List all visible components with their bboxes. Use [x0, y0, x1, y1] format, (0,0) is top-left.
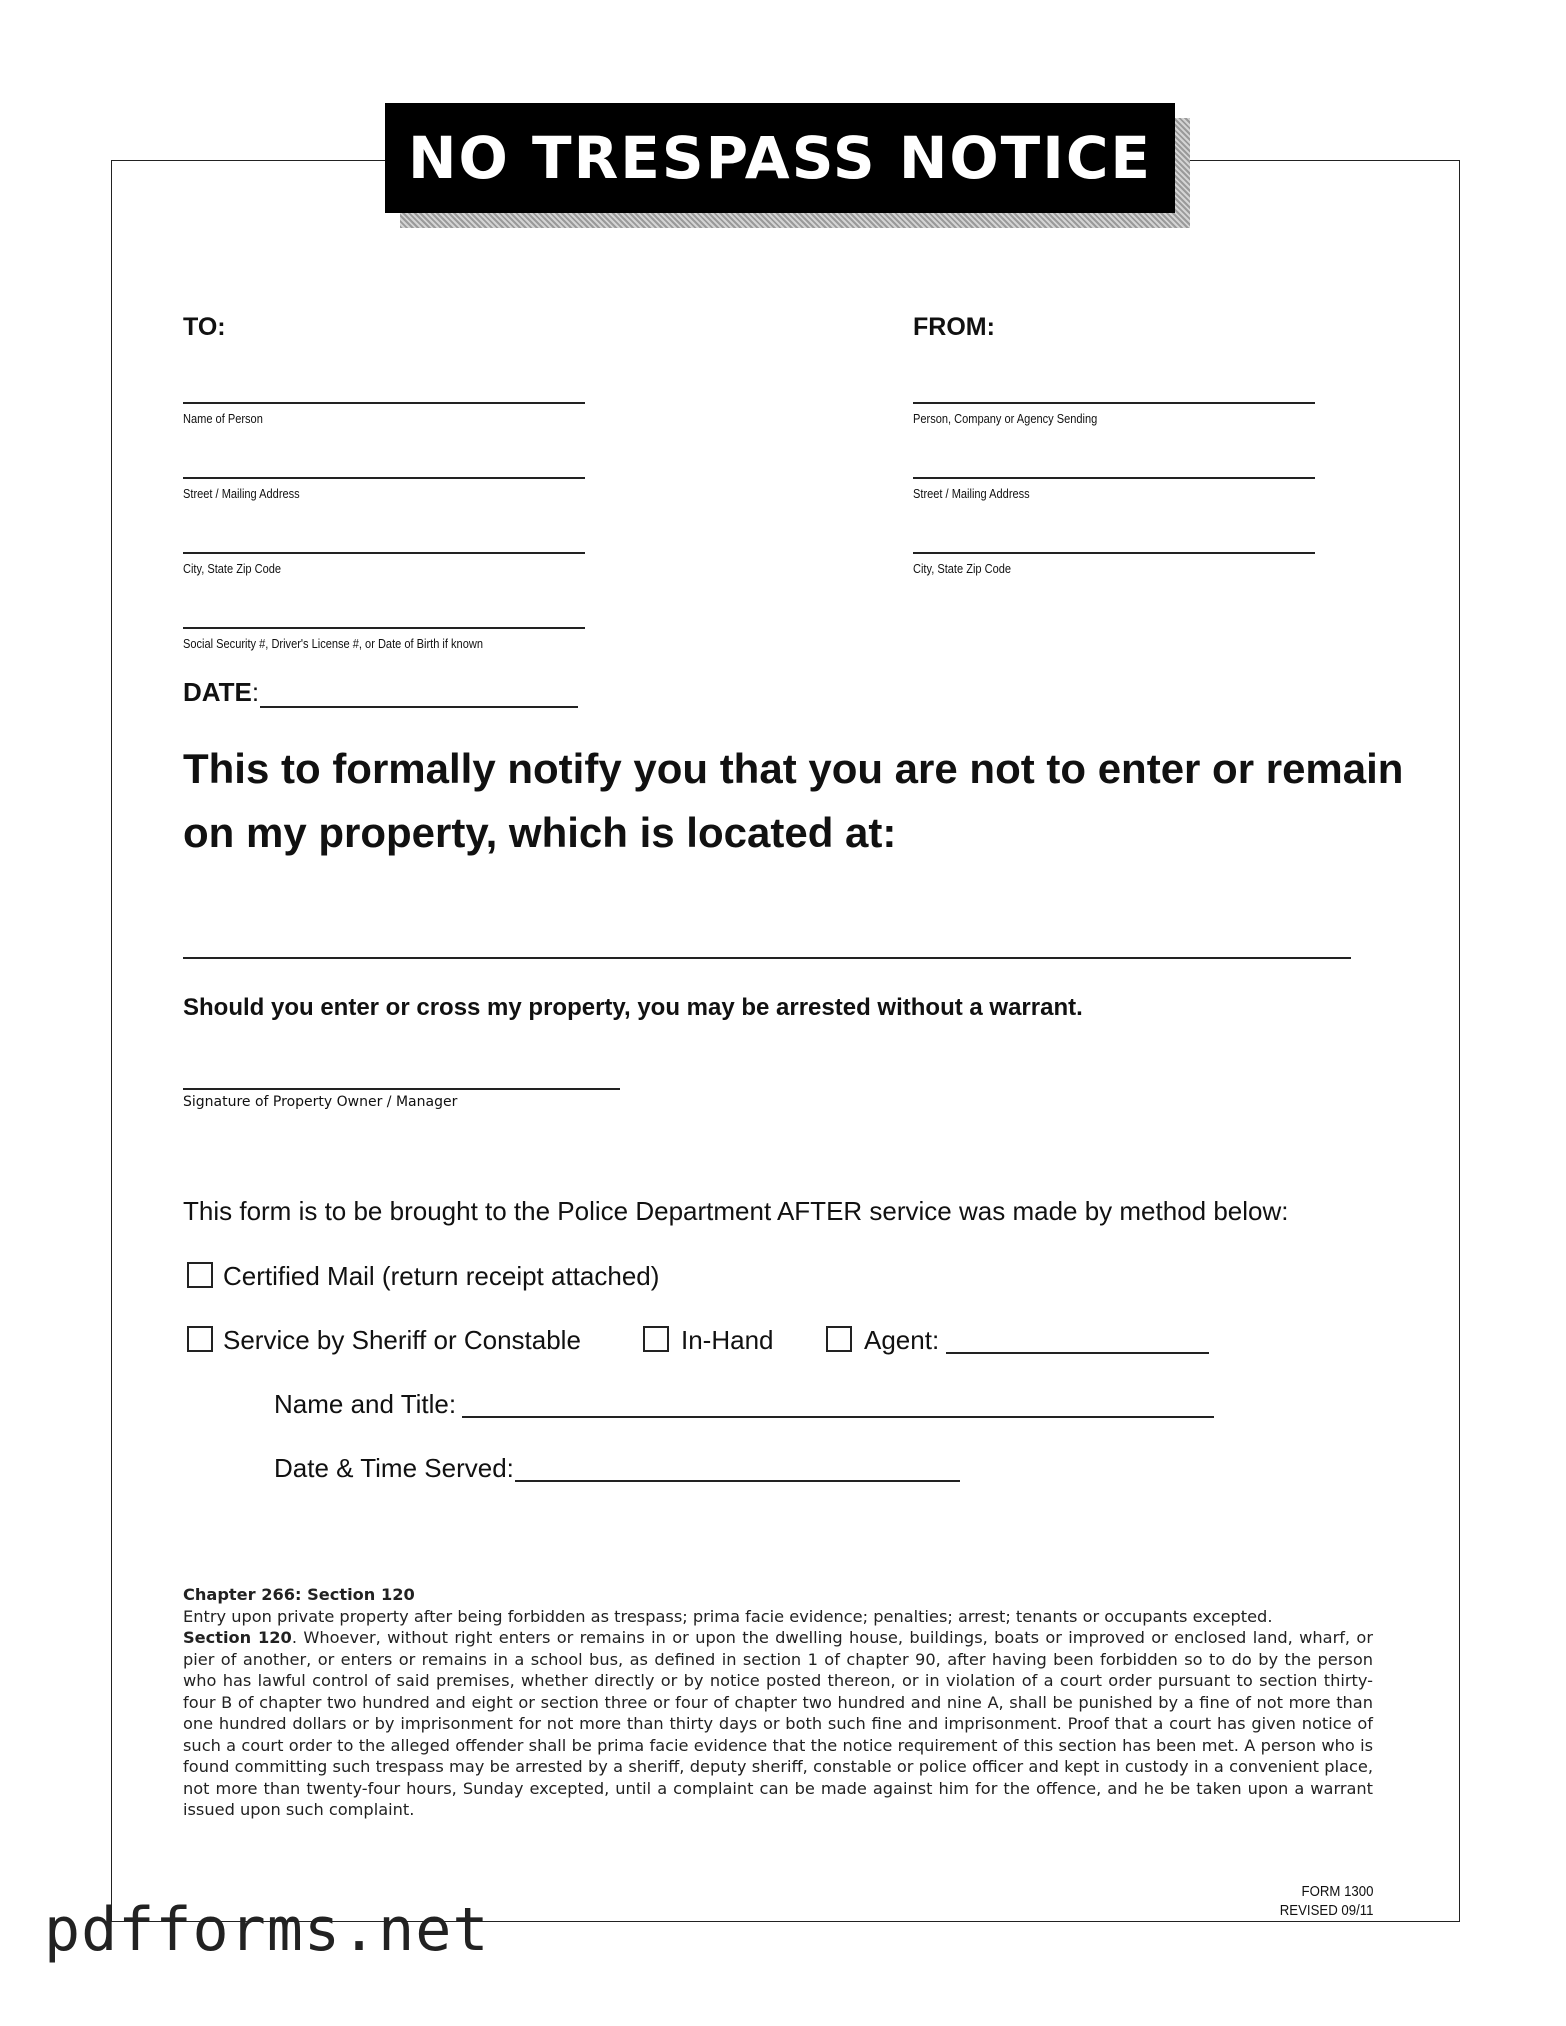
from-city-caption: City, State Zip Code: [913, 561, 1012, 576]
legal-chapter-heading: Chapter 266: Section 120: [183, 1585, 415, 1604]
date-time-served-line[interactable]: [515, 1480, 960, 1482]
signature-line[interactable]: [183, 1088, 620, 1090]
from-street-line[interactable]: [913, 477, 1315, 479]
agent-label: Agent:: [864, 1325, 940, 1355]
to-id-line[interactable]: [183, 627, 585, 629]
to-city-caption: City, State Zip Code: [183, 561, 282, 576]
in-hand-label: In-Hand: [681, 1325, 774, 1355]
legal-section-label: Section 120: [183, 1628, 292, 1647]
legal-summary: Entry upon private property after being forbidden as trespass; prima facie evidence; penalties; arrest; tenants or occupants excepted.: [183, 1606, 1273, 1626]
watermark-logo: pdfforms.net: [44, 1895, 490, 1965]
name-title-label: Name and Title:: [274, 1389, 457, 1419]
in-hand-checkbox[interactable]: [643, 1326, 669, 1352]
date-time-served-label: Date & Time Served:: [274, 1453, 514, 1483]
from-street-caption: Street / Mailing Address: [913, 486, 1030, 501]
certified-mail-label: Certified Mail (return receipt attached): [223, 1261, 660, 1291]
notice-headline: This to formally notify you that you are not to enter or remain on my property, which is located at:: [183, 745, 1404, 856]
date-label-text: DATE: [183, 677, 252, 707]
legal-section-text: . Whoever, without right enters or remains in or upon the dwelling house, buildings, boats or improved or enclosed land, wharf, or pier of another, or enters or remains in a school bus, as defined in section 1 of chapter 90, after having been forbidden so to do by the person who has lawful control of said premises, whether directly or by notice posted thereon, or in violation of a court order pursuant to section thirty-four B of chapter two hundred and eight or section three or four of chapter two hundred and nine A, shall be punished by a fine of not more than one hundred dollars or by imprisonment for not more than thirty days or both such fine and imprisonment. Proof that a court has given notice of such a court order to the alleged offender shall be prima facie evidence that the notice requirement of this section has been met. A person who is found committing such trespass may be arrested by a sheriff, deputy sheriff, constable or police officer and kept in custody in a convenient place, not more than twenty-four hours, Sunday excepted, until a complaint can be made against him for the offence, and he be taken upon a warrant issued upon such complaint.: [183, 1628, 1373, 1819]
property-location-line[interactable]: [183, 957, 1351, 959]
to-name-line[interactable]: [183, 402, 585, 404]
agent-checkbox[interactable]: [826, 1326, 852, 1352]
to-id-caption: Social Security #, Driver's License #, or Date of Birth if known: [183, 636, 483, 651]
revised-date: REVISED 09/11: [1279, 1902, 1373, 1919]
arrest-warning: Should you enter or cross my property, you may be arrested without a warrant.: [183, 994, 1083, 1021]
service-intro: This form is to be brought to the Police Department AFTER service was made by method below:: [183, 1196, 1289, 1226]
name-title-line[interactable]: [462, 1416, 1214, 1418]
to-name-caption: Name of Person: [183, 411, 263, 426]
date-line[interactable]: [260, 706, 578, 708]
from-name-line[interactable]: [913, 402, 1315, 404]
from-city-line[interactable]: [913, 552, 1315, 554]
to-street-line[interactable]: [183, 477, 585, 479]
sheriff-service-label: Service by Sheriff or Constable: [223, 1325, 581, 1355]
form-number: FORM 1300: [1301, 1883, 1373, 1900]
agent-line[interactable]: [946, 1352, 1209, 1354]
to-city-line[interactable]: [183, 552, 585, 554]
date-colon: :: [251, 677, 260, 707]
from-label: FROM:: [913, 313, 995, 341]
certified-mail-checkbox[interactable]: [187, 1262, 213, 1288]
to-street-caption: Street / Mailing Address: [183, 486, 300, 501]
form-number-block: [1279, 1882, 1373, 1920]
legal-section-paragraph: [183, 1627, 1373, 1821]
date-label: [183, 677, 259, 708]
legal-text: [183, 1584, 1373, 1821]
sheriff-service-checkbox[interactable]: [187, 1326, 213, 1352]
page-title: NO TRESPASS NOTICE: [385, 103, 1175, 213]
to-label: TO:: [183, 313, 226, 341]
from-name-caption: Person, Company or Agency Sending: [913, 411, 1098, 426]
signature-caption: Signature of Property Owner / Manager: [183, 1094, 458, 1110]
